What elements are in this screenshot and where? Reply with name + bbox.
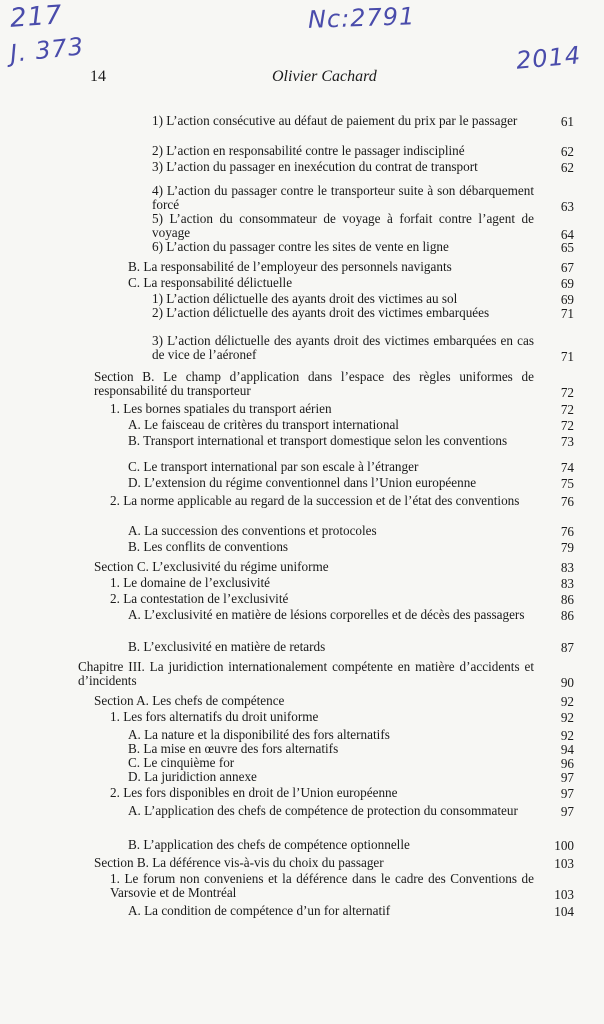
toc-entry — [152, 240, 534, 254]
toc-entry — [128, 904, 534, 918]
toc-page-number: 73 — [560, 434, 574, 450]
toc-entry — [152, 114, 534, 128]
toc-page-number: 83 — [560, 560, 574, 576]
toc-entry-title: A. La nature et la disponibilité des fors alternatifs — [128, 727, 390, 742]
toc-page-number: 71 — [560, 348, 574, 364]
toc-entry-title: Section A. Les chefs de compétence — [94, 693, 285, 708]
toc-page-number: 65 — [560, 240, 574, 256]
toc-entry-title: 1) L’action consécutive au défaut de paiement du prix par le passager — [152, 113, 518, 128]
toc-entry-title: B. La mise en œuvre des fors alternatifs — [128, 741, 339, 756]
toc-entry — [152, 212, 534, 241]
toc-entry — [110, 494, 534, 508]
toc-entry — [152, 160, 534, 174]
toc-entry-title: D. La juridiction annexe — [128, 769, 257, 784]
toc-entry-title: 1. Les fors alternatifs du droit uniforme — [110, 709, 319, 724]
toc-entry — [110, 592, 534, 606]
toc-page-number: 61 — [560, 114, 574, 130]
toc-page-number: 97 — [560, 786, 574, 802]
toc-entry — [110, 576, 534, 590]
toc-entry-title: 5) L’action du consommateur de voyage à forfait contre l’agent de voyage — [152, 211, 534, 241]
toc-entry-title: 2. La contestation de l’exclusivité — [110, 591, 289, 606]
toc-page-number: 104 — [554, 904, 574, 920]
toc-entry-title: B. Les conflits de conventions — [128, 539, 289, 554]
toc-page-number: 94 — [560, 742, 574, 758]
toc-entry — [152, 306, 534, 320]
toc-page-number: 79 — [560, 540, 574, 556]
toc-entry — [128, 524, 534, 538]
toc-entry-title: Section C. L’exclusivité du régime uniforme — [94, 559, 329, 574]
toc-entry-title: A. Le faisceau de critères du transport international — [128, 417, 399, 432]
toc-entry-title: D. L’extension du régime conventionnel dans l’Union européenne — [128, 475, 477, 490]
toc-entry — [94, 856, 534, 870]
toc-entry — [128, 608, 534, 622]
toc-page-number: 62 — [560, 144, 574, 160]
toc-entry — [110, 402, 534, 416]
toc-page-number: 103 — [554, 886, 574, 902]
toc-page-number: 100 — [554, 838, 574, 854]
toc-entry — [128, 540, 534, 554]
toc-entry-title: 6) L’action du passager contre les sites de vente en ligne — [152, 239, 449, 254]
toc-page-number: 72 — [560, 402, 574, 418]
toc-entry — [110, 710, 534, 724]
toc-page-number: 62 — [560, 160, 574, 176]
toc-page-number: 69 — [560, 292, 574, 308]
toc-page-number: 67 — [560, 260, 574, 276]
toc-page-number: 86 — [560, 592, 574, 608]
toc-entry — [128, 640, 534, 654]
toc-entry-title: 4) L’action du passager contre le transporteur suite à son débarquement forcé — [152, 183, 534, 213]
toc-page-number: 90 — [560, 674, 574, 690]
toc-entry — [152, 334, 534, 363]
toc-entry-title: B. La responsabilité de l’employeur des personnels navigants — [128, 259, 452, 274]
toc-page-number: 63 — [560, 198, 574, 214]
toc-entry-title: 2. La norme applicable au regard de la succession et de l’état des conventions — [110, 493, 520, 508]
toc-entry — [152, 184, 534, 213]
handwritten-annotation-year: 2014 — [514, 41, 583, 75]
toc-entry-title: 1. Le domaine de l’exclusivité — [110, 575, 271, 590]
toc-page-number: 71 — [560, 306, 574, 322]
toc-entry — [110, 872, 534, 901]
toc-page-number: 92 — [560, 694, 574, 710]
toc-entry — [128, 838, 534, 852]
toc-page-number: 97 — [560, 770, 574, 786]
toc-entry-title: B. L’application des chefs de compétence optionnelle — [128, 837, 410, 852]
toc-entry — [94, 370, 534, 399]
toc-entry — [94, 694, 534, 708]
toc-entry-title: A. La condition de compétence d’un for alternatif — [128, 903, 391, 918]
handwritten-annotation-top-left: 217 — [9, 0, 64, 34]
toc-page-number: 75 — [560, 476, 574, 492]
toc-entry-title: 1. Le forum non conveniens et la déférence dans le cadre des Conventions de Varsovie et de Montréal — [110, 871, 534, 901]
toc-page-number: 76 — [560, 494, 574, 510]
toc-page-number: 92 — [560, 728, 574, 744]
toc-page-number: 83 — [560, 576, 574, 592]
toc-entry-title: A. La succession des conventions et protocoles — [128, 523, 377, 538]
toc-entry-title: 2) L’action en responsabilité contre le passager indiscipliné — [152, 143, 465, 158]
toc-entry-title: 3) L’action du passager en inexécution du contrat de transport — [152, 159, 478, 174]
toc-entry — [128, 804, 534, 818]
toc-entry — [152, 144, 534, 158]
toc-entry-title: A. L’exclusivité en matière de lésions corporelles et de décès des passagers — [128, 607, 525, 622]
toc-entry-title: B. L’exclusivité en matière de retards — [128, 639, 326, 654]
toc-entry-title: 1. Les bornes spatiales du transport aérien — [110, 401, 332, 416]
toc-entry — [128, 434, 534, 448]
handwritten-annotation-call-number: J. 373 — [8, 32, 86, 68]
page-number: 14 — [90, 68, 106, 85]
toc-entry-title: 3) L’action délictuelle des ayants droit des victimes embarquées en cas de vice de l’aéronef — [152, 333, 534, 363]
toc-page-number: 76 — [560, 524, 574, 540]
toc-entry — [128, 260, 534, 274]
toc-entry-title: B. Transport international et transport domestique selon les conventions — [128, 433, 508, 448]
running-head: Olivier Cachard — [272, 68, 377, 85]
toc-entry — [128, 476, 534, 490]
toc-entry-title: Section B. Le champ d’application dans l’espace des règles uniformes de responsabilité du transporteur — [94, 369, 534, 399]
toc-page-number: 72 — [560, 418, 574, 434]
toc-page-number: 92 — [560, 710, 574, 726]
toc-entry-title: C. Le transport international par son escale à l’étranger — [128, 459, 419, 474]
toc-entry — [110, 786, 534, 800]
toc-entry-title: C. La responsabilité délictuelle — [128, 275, 293, 290]
toc-entry — [128, 276, 534, 290]
toc-entry — [128, 770, 534, 784]
toc-entry-title: 2) L’action délictuelle des ayants droit des victimes embarquées — [152, 305, 490, 320]
toc-entry — [78, 660, 534, 689]
toc-entry-title: 2. Les fors disponibles en droit de l’Union européenne — [110, 785, 398, 800]
toc-entry — [128, 418, 534, 432]
toc-entry-title: Section B. La déférence vis-à-vis du choix du passager — [94, 855, 384, 870]
toc-page-number: 64 — [560, 226, 574, 242]
toc-page-number: 74 — [560, 460, 574, 476]
toc-entry — [94, 560, 534, 574]
toc-page-number: 96 — [560, 756, 574, 772]
toc-page-number: 87 — [560, 640, 574, 656]
toc-page-number: 103 — [554, 856, 574, 872]
toc-entry-title: C. Le cinquième for — [128, 755, 235, 770]
toc-entry-title: A. L’application des chefs de compétence de protection du consommateur — [128, 803, 518, 818]
toc-entry-title: 1) L’action délictuelle des ayants droit des victimes au sol — [152, 291, 458, 306]
toc-page-number: 86 — [560, 608, 574, 624]
toc-page-number: 72 — [560, 384, 574, 400]
handwritten-annotation-nc: Nc:2791 — [307, 2, 416, 34]
toc-entry-title: Chapitre III. La juridiction internationalement compétente en matière d’accidents et d’incidents — [78, 659, 534, 689]
toc-page-number: 69 — [560, 276, 574, 292]
toc-entry — [128, 460, 534, 474]
toc-page-number: 97 — [560, 804, 574, 820]
